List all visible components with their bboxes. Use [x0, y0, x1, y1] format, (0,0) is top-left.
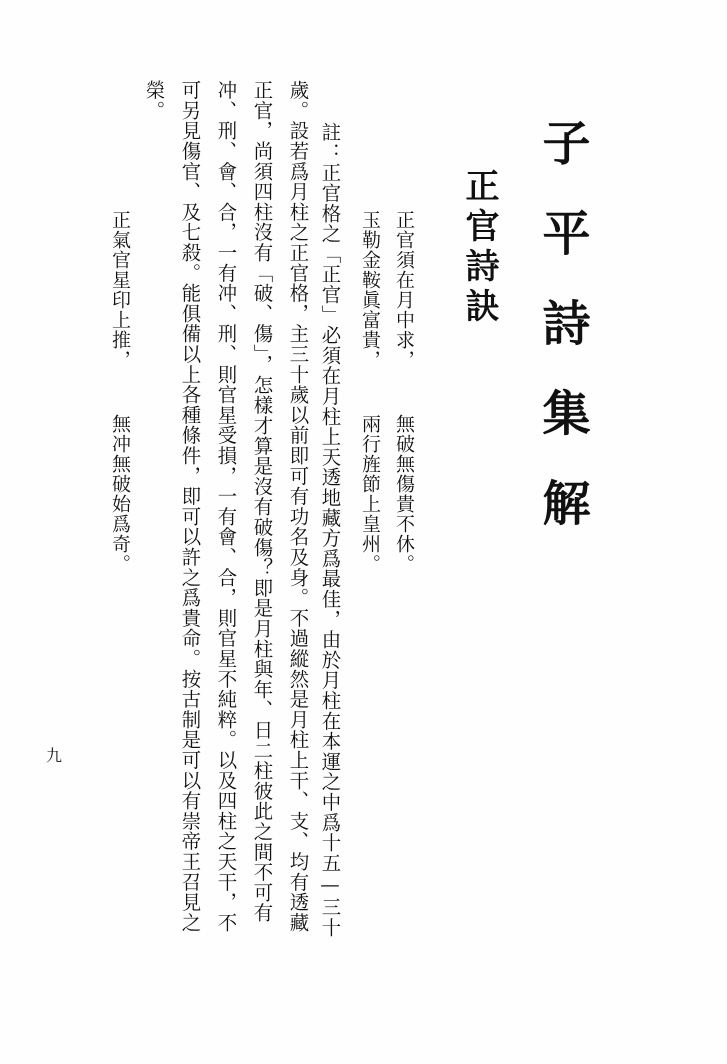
note-column-5: 可另見傷官、及七殺。能俱備以上各種條件，即可以許之爲貴命。按古制是可以有崇帝王召見之 [178, 80, 202, 933]
section-title: 正官詩訣 [459, 168, 499, 328]
note-column-3: 正官，尚須四柱沒有「破、傷」，怎樣才算是沒有破傷？即是月柱與年、日二柱彼此之間不可有 [250, 80, 274, 923]
verse-line-1a: 正官須在月中求， [393, 210, 415, 370]
book-title: 子平詩集解 [534, 118, 590, 568]
verse-line-2b: 兩行旌節上皇州。 [359, 414, 381, 574]
note-column-1: 註：正官格之「正官」必須在月柱上天透地藏方爲最佳，由於月柱在本運之中爲十五—三十 [318, 122, 342, 938]
page-number: 九 [46, 746, 63, 765]
verse-line-1b: 無破無傷貴不休。 [393, 414, 415, 574]
note-column-2: 歲。設若爲月柱之正官格，主三十歲以前即可有功名及身。不過縱然是月柱上干、支、均有透藏 [286, 80, 310, 933]
note-column-4: 冲、刑、會、合，一有冲、刑、則官星受損，一有會、合，則官星不純粹。以及四柱之天干，不 [214, 80, 238, 933]
verse-line-2a: 玉勒金鞍眞富貴， [359, 210, 381, 370]
verse-final-line-a: 正氣官星印上推， [109, 210, 131, 370]
verse-final-line-b: 無冲無破始爲奇。 [109, 414, 131, 574]
note-column-6: 榮。 [142, 80, 166, 121]
